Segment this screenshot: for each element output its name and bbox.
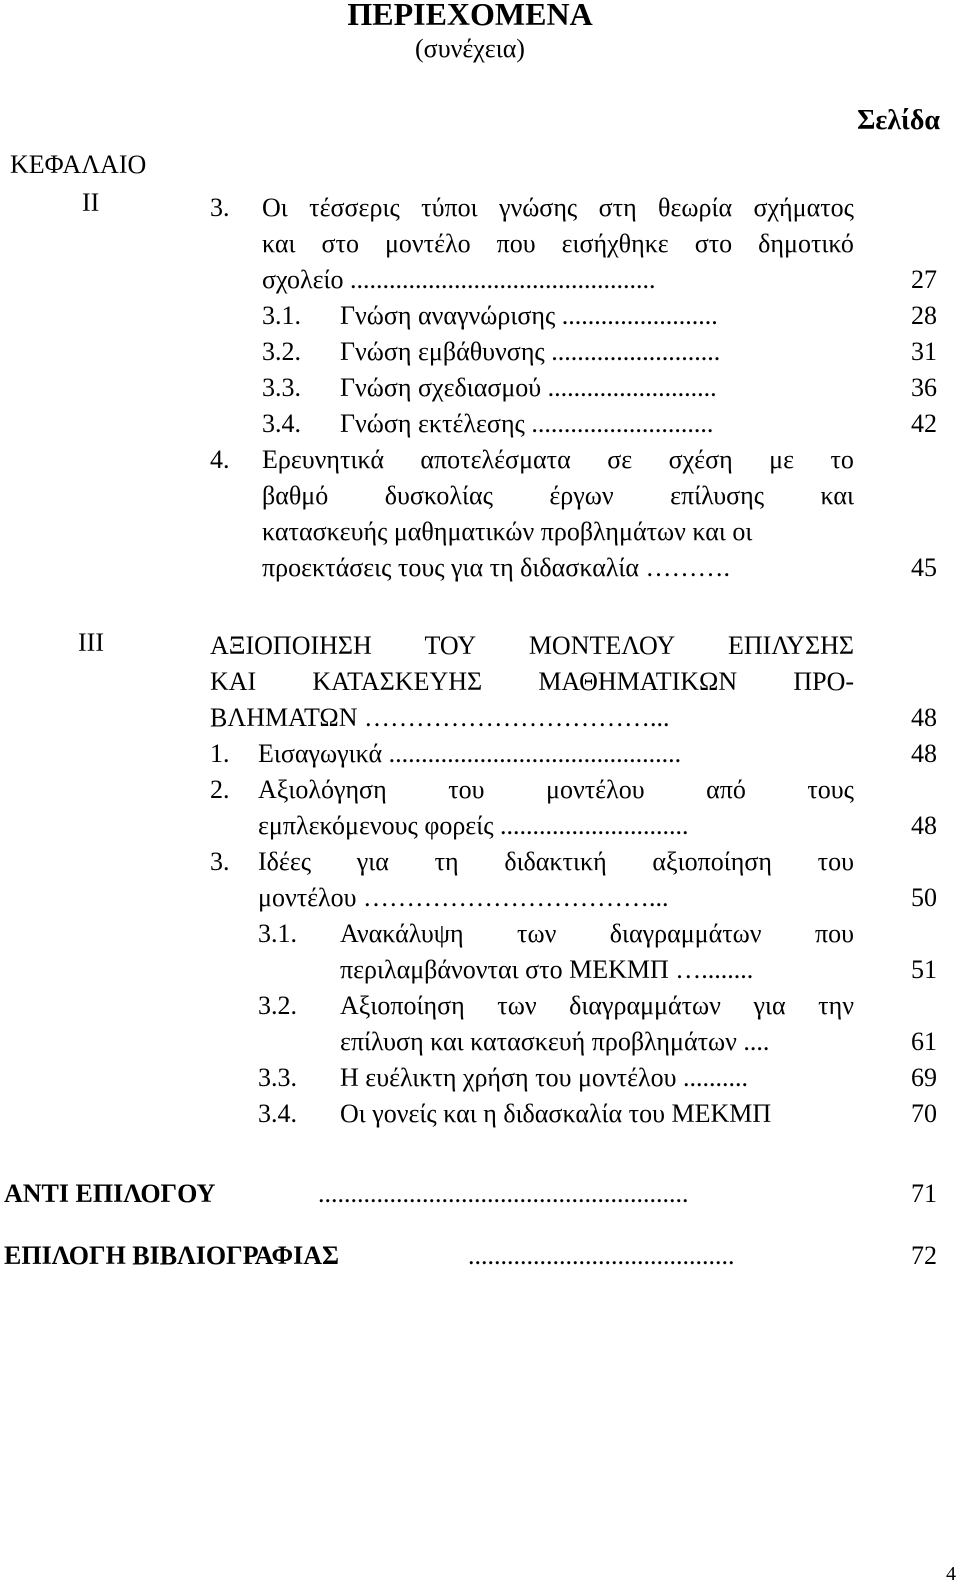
toc-word: σχέση xyxy=(668,445,733,474)
toc-page-number: 50 xyxy=(911,883,937,912)
toc-word: ΑΞΙΟΠΟΙΗΣΗ xyxy=(210,631,372,660)
toc-entry-number: 3.3. xyxy=(262,373,301,402)
toc-page-number: 70 xyxy=(911,1099,937,1128)
toc-word: ΚΑΤΑΣΚΕΥΗΣ xyxy=(312,667,483,696)
toc-word: Ιδέες xyxy=(258,847,312,876)
toc-entry-number: 3.1. xyxy=(262,301,301,330)
toc-word: διαγραμμάτων xyxy=(609,919,762,948)
toc-page-number: 48 xyxy=(911,703,937,732)
toc-word: διδακτική xyxy=(504,847,607,876)
toc-entry-text: περιλαμβάνονται στο ΜΕΚΜΠ …........ xyxy=(340,955,754,984)
toc-word: δυσκολίας xyxy=(384,481,493,510)
toc-page-number: 72 xyxy=(911,1241,937,1270)
toc-entry-text xyxy=(340,988,854,1024)
toc-word: με xyxy=(769,445,795,474)
toc-word: μοντέλο xyxy=(384,229,471,258)
toc-word: για xyxy=(356,847,389,876)
toc-word: ΤΟΥ xyxy=(424,631,477,660)
toc-word: Αξιοποίηση xyxy=(340,991,465,1020)
toc-entry-number: 3. xyxy=(210,847,230,876)
toc-page-number: 27 xyxy=(911,265,937,294)
toc-entry-number: 3.1. xyxy=(258,919,297,948)
toc-entry-number: 1. xyxy=(210,739,230,768)
toc-entry-text xyxy=(258,772,854,808)
toc-page-number: 61 xyxy=(911,1027,937,1056)
toc-entry-text: Εισαγωγικά ............................................. xyxy=(258,739,682,768)
toc-word: Ερευνητικά xyxy=(262,445,384,474)
toc-word: τη xyxy=(434,847,459,876)
toc-word: επίλυσης xyxy=(670,481,765,510)
toc-word: του xyxy=(817,847,854,876)
toc-word: το xyxy=(830,445,854,474)
toc-entry-text xyxy=(262,190,854,226)
toc-word: αξιοποίηση xyxy=(652,847,772,876)
toc-entry-text xyxy=(262,442,854,478)
toc-word: ΜΟΝΤΕΛΟΥ xyxy=(528,631,676,660)
toc-word: για xyxy=(753,991,786,1020)
toc-entry-text: μοντέλου ……………………………... xyxy=(258,883,669,912)
toc-entry-number: 3.3. xyxy=(258,1063,297,1092)
toc-page-number: 69 xyxy=(911,1063,937,1092)
toc-entry-text: σχολείο ............................................... xyxy=(262,265,656,294)
toc-entry-number: 4. xyxy=(210,445,230,474)
toc-word: ΠΡΟ- xyxy=(793,667,854,696)
toc-entry-number: 2. xyxy=(210,775,230,804)
toc-word: και xyxy=(262,229,296,258)
chapter-title xyxy=(210,664,854,700)
toc-word: μοντέλου xyxy=(546,775,645,804)
toc-word: που xyxy=(814,919,854,948)
toc-section-label: ΕΠΙΛΟΓΗ ΒΙΒΛΙΟΓΡΑΦΙΑΣ xyxy=(4,1241,340,1270)
toc-entry-text xyxy=(262,478,854,514)
toc-word: ΕΠΙΛΥΣΗΣ xyxy=(727,631,854,660)
toc-page-number: 28 xyxy=(911,301,937,330)
page-title: ΠΕΡΙΕΧΟΜΕΝΑ xyxy=(347,0,593,32)
toc-entry-text: Γνώση εμβάθυνσης .......................... xyxy=(340,337,721,366)
toc-word: δημοτικό xyxy=(758,229,854,258)
chapter-number: ΙΙΙ xyxy=(78,628,104,657)
toc-entry-text: Γνώση αναγνώρισης ........................ xyxy=(340,301,718,330)
toc-page-number: 71 xyxy=(911,1179,937,1208)
toc-word: ΜΑΘΗΜΑΤΙΚΩΝ xyxy=(538,667,738,696)
toc-word: ΚΑΙ xyxy=(210,667,257,696)
toc-word: τύποι xyxy=(421,193,478,222)
toc-word: γνώσης xyxy=(498,193,578,222)
toc-leader-dots: ......................................... xyxy=(468,1241,735,1270)
toc-entry-text: προεκτάσεις τους για τη διδασκαλία ………. xyxy=(262,553,731,582)
toc-entry-number: 3.4. xyxy=(262,409,301,438)
toc-word: Οι xyxy=(262,193,288,222)
toc-word: των xyxy=(497,991,537,1020)
toc-word: τους xyxy=(807,775,854,804)
toc-entry-number: 3.4. xyxy=(258,1099,297,1128)
toc-word: την xyxy=(818,991,854,1020)
toc-word: διαγραμμάτων xyxy=(569,991,721,1020)
toc-leader-dots: ......................................................... xyxy=(318,1179,689,1208)
toc-page-number: 45 xyxy=(911,553,937,582)
toc-entry-number: 3.2. xyxy=(258,991,297,1020)
toc-entry-text: επίλυση και κατασκευή προβλημάτων .... xyxy=(340,1027,770,1056)
toc-page-number: 31 xyxy=(911,337,937,366)
page-subtitle: (συνέχεια) xyxy=(415,34,525,63)
toc-word: που xyxy=(496,229,536,258)
toc-word: θεωρία xyxy=(658,193,733,222)
toc-word: σε xyxy=(607,445,633,474)
toc-entry-text: Οι γονείς και η διδασκαλία του ΜΕΚΜΠ xyxy=(340,1099,772,1128)
toc-word: έργων xyxy=(549,481,614,510)
page-number: 4 xyxy=(946,1563,956,1585)
toc-word: και xyxy=(820,481,854,510)
chapter-title xyxy=(210,628,854,664)
toc-entry-number: 3. xyxy=(210,193,230,222)
toc-word: του xyxy=(448,775,485,804)
toc-word: των xyxy=(517,919,557,948)
toc-page-number: 51 xyxy=(911,955,937,984)
toc-word: Αξιολόγηση xyxy=(258,775,387,804)
toc-entry-text: κατασκευής μαθηματικών προβλημάτων και οι xyxy=(262,517,753,546)
toc-word: στο xyxy=(694,229,733,258)
toc-entry-text xyxy=(258,844,854,880)
toc-entry-text xyxy=(262,226,854,262)
toc-word: από xyxy=(706,775,746,804)
toc-entry-number: 3.2. xyxy=(262,337,301,366)
toc-word: στη xyxy=(598,193,637,222)
toc-page-number: 48 xyxy=(911,811,937,840)
page-column-header: Σελίδα xyxy=(857,105,940,136)
toc-word: βαθμό xyxy=(262,481,329,510)
chapter-label: ΚΕΦΑΛΑΙΟ xyxy=(10,150,147,179)
toc-page-number: 42 xyxy=(911,409,937,438)
chapter-title: ΒΛΗΜΑΤΩΝ ……………………………... xyxy=(210,703,670,732)
toc-word: αποτελέσματα xyxy=(420,445,571,474)
toc-entry-text: Η ευέλικτη χρήση του μοντέλου .......... xyxy=(340,1063,749,1092)
toc-page-number: 48 xyxy=(911,739,937,768)
toc-word: εισήχθηκε xyxy=(561,229,669,258)
toc-word: τέσσερις xyxy=(309,193,400,222)
chapter-number: ΙΙ xyxy=(82,188,100,217)
toc-page-number: 36 xyxy=(911,373,937,402)
toc-section-label: ΑΝΤΙ ΕΠΙΛΟΓΟΥ xyxy=(4,1179,216,1208)
toc-word: σχήματος xyxy=(753,193,854,222)
toc-entry-text: εμπλεκόμενους φορείς ............................. xyxy=(258,811,689,840)
toc-word: στο xyxy=(321,229,359,258)
toc-word: Ανακάλυψη xyxy=(340,919,464,948)
toc-entry-text: Γνώση σχεδιασμού .......................... xyxy=(340,373,717,402)
toc-entry-text: Γνώση εκτέλεσης ............................ xyxy=(340,409,714,438)
toc-entry-text xyxy=(340,916,854,952)
